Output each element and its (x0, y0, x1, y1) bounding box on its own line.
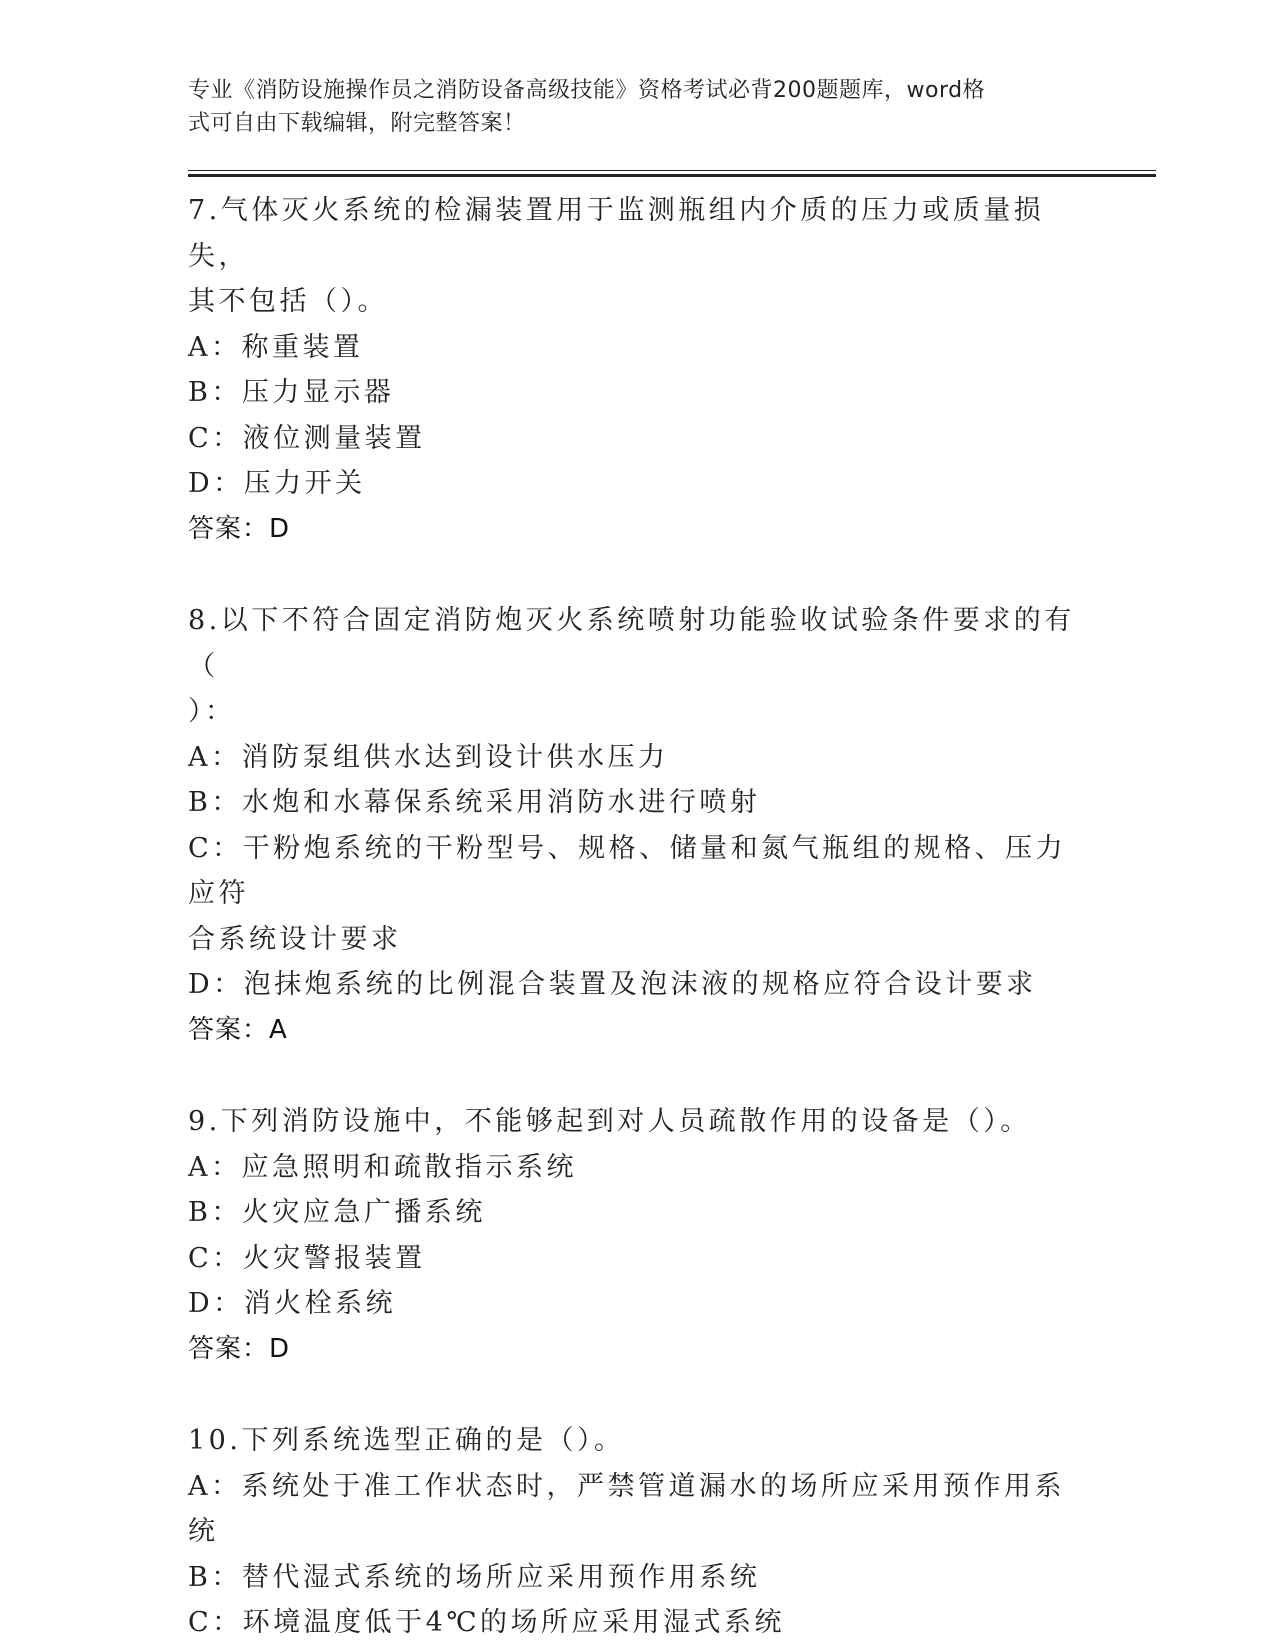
question-stem: 10.下列系统选型正确的是（）。 (188, 1425, 625, 1456)
option-a: A：系统处于准工作状态时，严禁管道漏水的场所应采用预作用系统 (188, 1470, 1065, 1547)
option-c: C：液位测量装置 (188, 422, 426, 454)
answer: 答案：A (188, 1014, 288, 1045)
question-8 (188, 598, 1088, 1053)
option-d: D：压力开关 (188, 468, 366, 499)
question-spacer (188, 552, 1088, 598)
document-header (188, 74, 1068, 140)
question-7 (188, 188, 1088, 552)
option-a: A：应急照明和疏散指示系统 (188, 1151, 577, 1183)
question-9 (188, 1099, 1088, 1372)
option-b: B：压力显示器 (188, 377, 395, 408)
option-b: B：水炮和水幕保系统采用消防水进行喷射 (188, 787, 761, 818)
question-stem: 9.下列消防设施中，不能够起到对人员疏散作用的设备是（）。 (188, 1106, 1031, 1137)
option-d: D：泡抹炮系统的比例混合装置及泡沫液的规格应符合设计要求 (188, 969, 1037, 1000)
option-d: D：消火栓系统 (188, 1288, 397, 1319)
question-spacer (188, 1372, 1088, 1418)
answer: 答案：D (188, 513, 291, 544)
option-c: C：火灾警报装置 (188, 1242, 426, 1274)
option-a: A：消防泵组供水达到设计供水压力 (188, 741, 669, 773)
option-b: B：火灾应急广播系统 (188, 1197, 486, 1228)
question-stem: 7.气体灭火系统的检漏装置用于监测瓶组内介质的压力或质量损失， (188, 195, 1045, 272)
header-divider-thin (188, 170, 1156, 171)
header-line-1: 专业《消防设施操作员之消防设备高级技能》资格考试必背200题题库，word格 (188, 78, 986, 103)
header-line-2: 式可自由下载编辑，附完整答案！ (188, 111, 526, 136)
option-c-continued: 合系统设计要求 (188, 923, 402, 955)
question-10 (188, 1418, 1088, 1646)
answer: 答案：D (188, 1333, 291, 1364)
question-list (188, 188, 1088, 1646)
question-stem-continued: 其不包括（）。 (188, 286, 388, 317)
question-stem: 8.以下不符合固定消防炮灭火系统喷射功能验收试验条件要求的有（ (188, 605, 1075, 682)
option-c: C：干粉炮系统的干粉型号、规格、储量和氮气瓶组的规格、压力应符 (188, 832, 1067, 909)
header-divider-thick (188, 174, 1156, 177)
question-stem-continued: ）： (188, 696, 236, 727)
option-b: B：替代湿式系统的场所应采用预作用系统 (188, 1561, 761, 1593)
option-c: C：环境温度低于4℃的场所应采用湿式系统 (188, 1607, 786, 1638)
question-spacer (188, 1053, 1088, 1099)
option-a: A：称重装置 (188, 331, 364, 363)
